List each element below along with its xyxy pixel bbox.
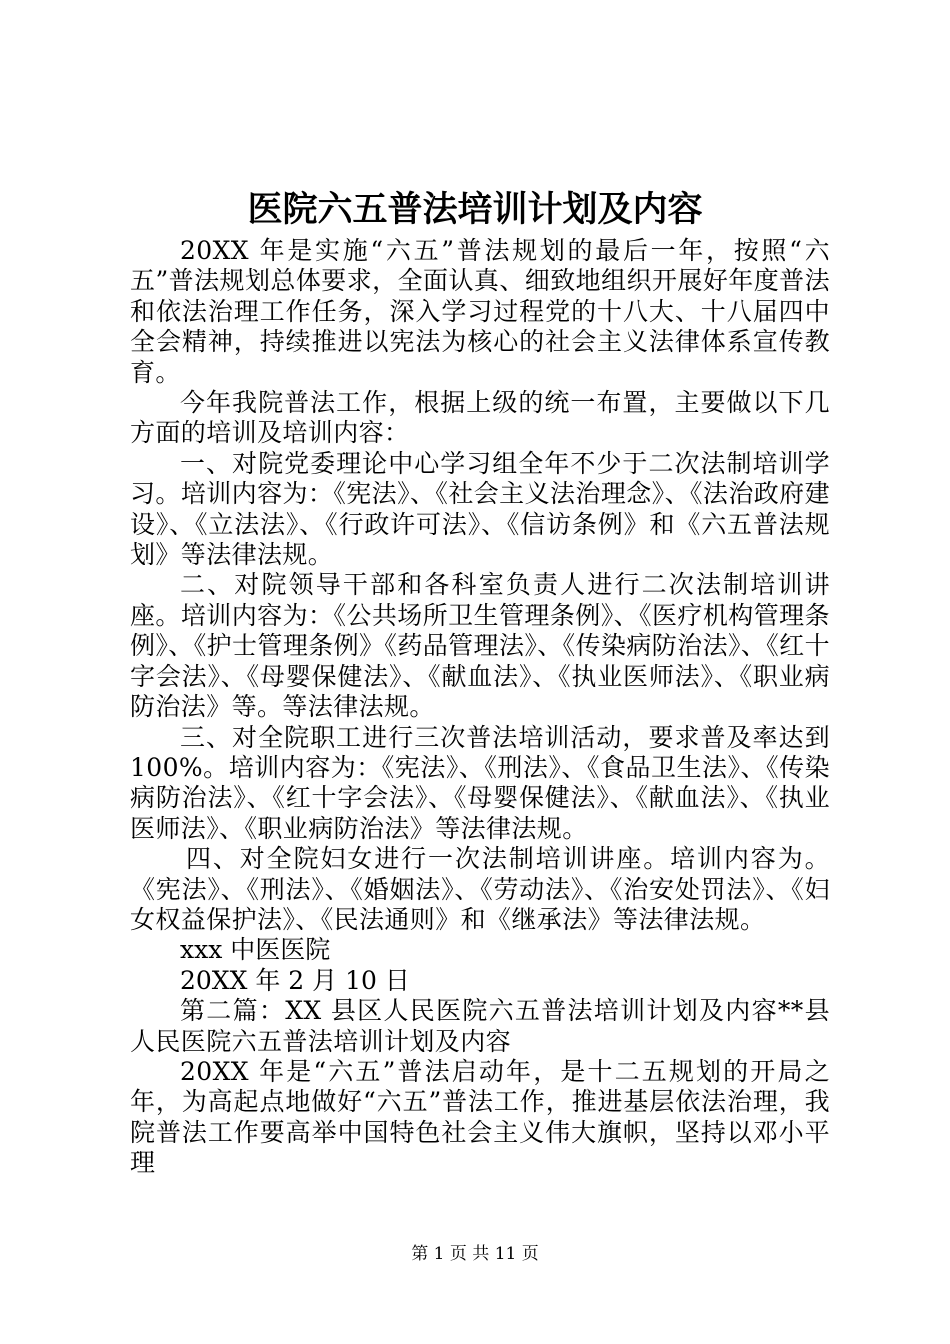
paragraph-intro: 20XX 年是实施“六五”普法规划的最后一年，按照“六五”普法规划总体要求，全面认真、细致地组织开展好年度普法和依法治理工作任务，深入学习过程党的十八大、十八届四中全会精神，持续推进以宪法为核心的社会主义法律体系宣传教育。: [130, 236, 830, 387]
page-footer: 第 1 页 共 11 页: [411, 1244, 539, 1264]
second-part-heading: 第二篇：XX 县区人民医院六五普法培训计划及内容**县人民医院六五普法培训计划及内容: [130, 996, 830, 1056]
paragraph-overview: 今年我院普法工作，根据上级的统一布置，主要做以下几方面的培训及培训内容：: [130, 388, 830, 448]
paragraph-item-2: 二、对院领导干部和各科室负责人进行二次法制培训讲座。培训内容为：《公共场所卫生管理条例》、《医疗机构管理条例》、《护士管理条例》《药品管理法》、《传染病防治法》、《红十字会法》、《母婴保健法》、《献血法》、《执业医师法》、《职业病防治法》等。等法律法规。: [130, 570, 830, 722]
signature-date: 20XX 年 2 月 10 日: [180, 965, 410, 995]
paragraph-item-3: 三、对全院职工进行三次普法培训活动，要求普及率达到100%。培训内容为：《宪法》、《刑法》、《食品卫生法》、《传染病防治法》、《红十字会法》、《母婴保健法》、《献血法》、《执业医师法》、《职业病防治法》等法律法规。: [130, 722, 830, 843]
document-body: [130, 236, 830, 1179]
paragraph-item-4: 四、对全院妇女进行一次法制培训讲座。培训内容为。《宪法》、《刑法》、《婚姻法》、《劳动法》、《治安处罚法》、《妇女权益保护法》、《民法通则》和《继承法》等法律法规。: [130, 844, 830, 934]
paragraph-item-1: 一、对院党委理论中心学习组全年不少于二次法制培训学习。培训内容为：《宪法》、《社会主义法治理念》、《法治政府建设》、《立法法》、《行政许可法》、《信访条例》和《六五普法规划》等法律法规。: [130, 448, 830, 570]
second-part-paragraph: 20XX 年是“六五”普法启动年，是十二五规划的开局之年，为高起点地做好“六五”普法工作，推进基层依法治理，我院普法工作要高举中国特色社会主义伟大旗帜，坚持以邓小平理: [130, 1056, 830, 1178]
document-title: 医院六五普法培训计划及内容: [247, 189, 703, 230]
signature-org: xxx 中医医院: [180, 935, 331, 965]
